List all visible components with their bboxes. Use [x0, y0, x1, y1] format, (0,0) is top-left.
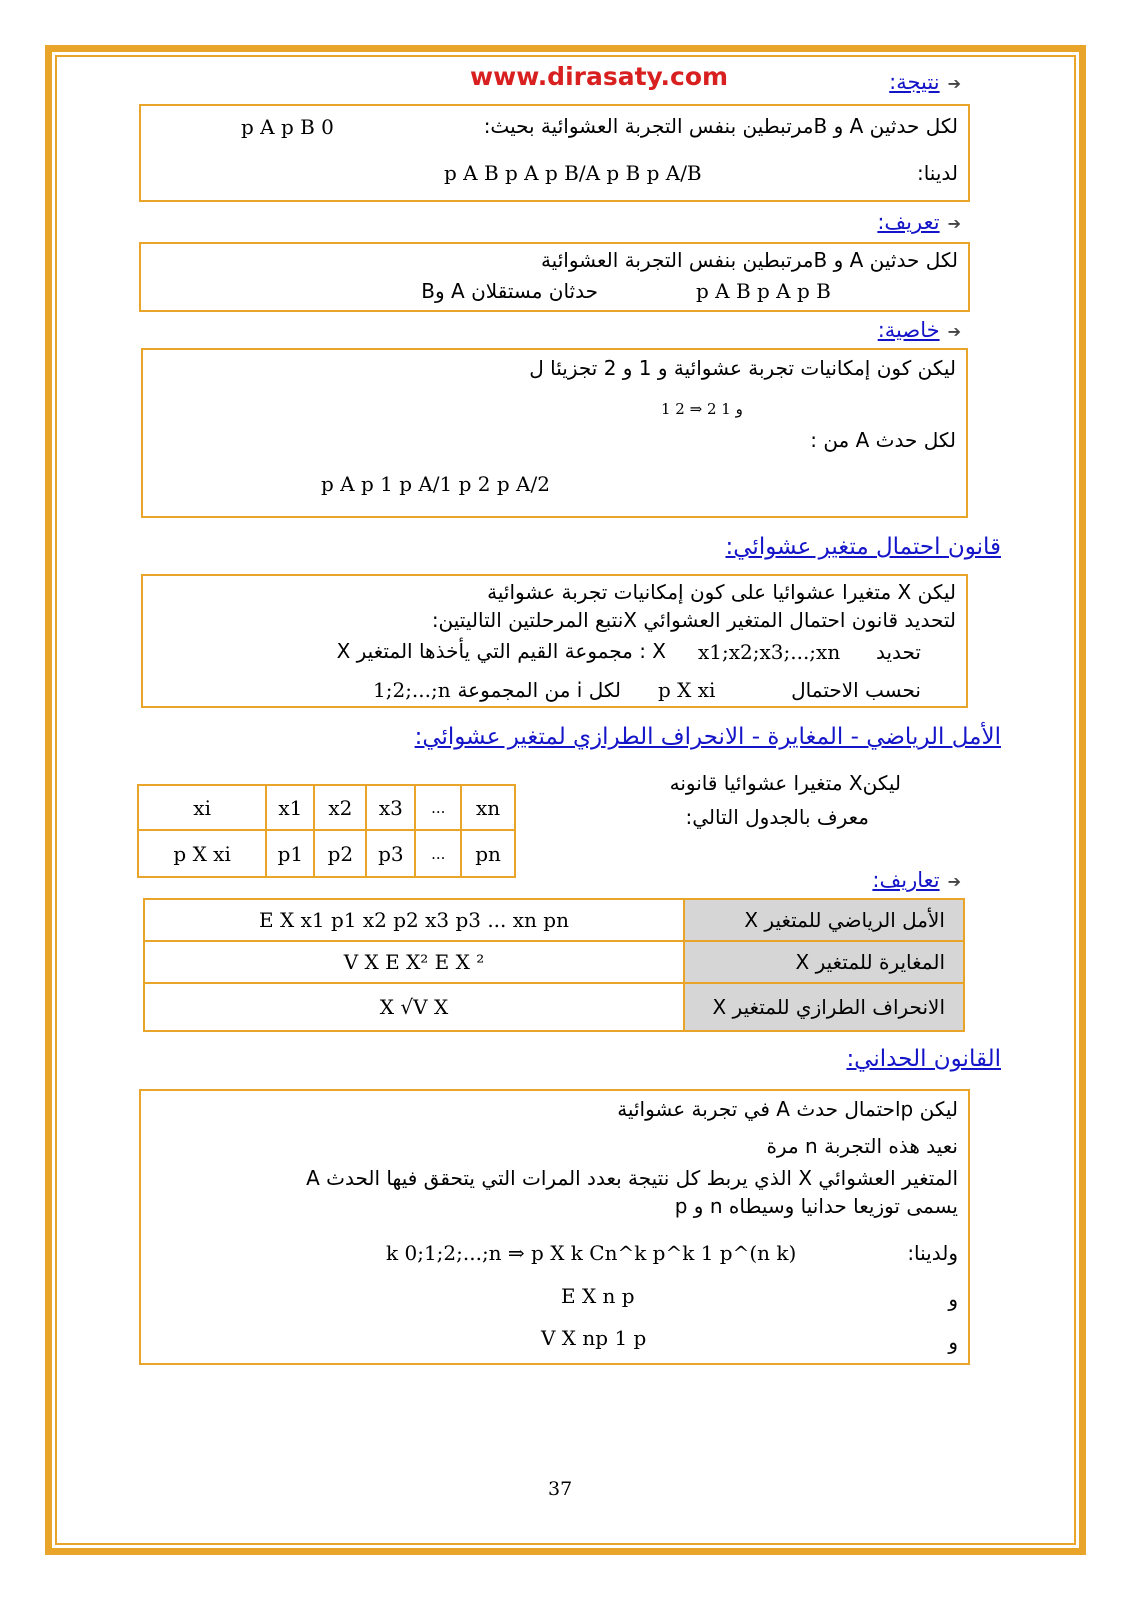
heading-definition: ➔تعريف:: [877, 210, 961, 234]
table-cell: xi: [138, 785, 266, 830]
expectation-formula: E X x1 p1 x2 p2 x3 p3 ... xn pn: [144, 899, 684, 941]
result-line1-math: p A p B 0: [241, 115, 334, 139]
law-line3-math: x1;x2;x3;...;xn: [698, 640, 841, 664]
law-line4-label: نحسب الاحتمال: [791, 678, 921, 702]
binomial-line2: نعيد هذه التجربة n مرة: [766, 1134, 958, 1158]
heading-binomial: القانون الحداني:: [846, 1046, 1001, 1072]
definitions-table: [143, 898, 965, 1032]
heading-definitions: ➔تعاريف:: [872, 868, 961, 892]
table-cell: ...: [415, 830, 461, 877]
binomial-line1: ليكن pاحتمال حدث A في تجربة عشوائية: [617, 1097, 958, 1121]
table-cell: x1: [266, 785, 314, 830]
property-line2-math: 1 2 ⇒ و 1 2: [661, 400, 743, 418]
result-line2-label: لدينا:: [916, 161, 958, 185]
stddev-formula: X √V X: [144, 983, 684, 1031]
binomial-line6-math: E X n p: [561, 1284, 635, 1308]
law-line4-math: p X xi: [658, 678, 716, 702]
definition-line2-math: p A B p A p B: [696, 279, 831, 303]
heading-expectation: الأمل الرياضي - المغايرة - الانحراف الطرازي لمتغير عشوائي:: [414, 724, 1001, 750]
table-cell: p1: [266, 830, 314, 877]
table-cell: pn: [461, 830, 515, 877]
table-cell: xn: [461, 785, 515, 830]
arrow-bullet-icon: ➔: [947, 322, 961, 341]
box-result: [139, 104, 970, 202]
law-line4-set: 1;2;...;n: [373, 678, 451, 702]
variance-formula: V X E X² E X ²: [144, 941, 684, 983]
definition-line2-text: حدثان مستقلان A وB: [421, 279, 598, 303]
law-line1-text: ليكن X متغيرا عشوائيا على كون إمكانيات تجربة عشوائية: [487, 580, 956, 604]
binomial-line3: المتغير العشوائي X الذي يربط كل نتيجة بعدد المرات التي يتحقق فيها الحدث A: [306, 1166, 958, 1190]
binomial-line6-label: و: [948, 1287, 958, 1311]
result-line2-math: p A B p A p B/A p B p A/B: [444, 161, 702, 185]
expectation-label: الأمل الرياضي للمتغير X: [684, 899, 964, 941]
box-probability-law: [141, 574, 968, 708]
site-url[interactable]: www.dirasaty.com: [470, 62, 729, 91]
distribution-table: [137, 784, 516, 878]
law-line4-text: لكل i من المجموعة: [457, 678, 621, 702]
table-cell: p X xi: [138, 830, 266, 877]
box-definition: [139, 242, 970, 312]
table-cell: p3: [366, 830, 415, 877]
variance-label: المغايرة للمتغير X: [684, 941, 964, 983]
box-property: [141, 348, 968, 518]
heading-probability-law: قانون احتمال متغير عشوائي:: [725, 534, 1001, 560]
box-binomial: [139, 1089, 970, 1365]
table-cell: x2: [314, 785, 366, 830]
binomial-line7-math: V X np 1 p: [541, 1326, 647, 1350]
intro-line2: معرف بالجدول التالي:: [685, 805, 869, 829]
binomial-line7-label: و: [948, 1330, 958, 1354]
property-line4-math: p A p 1 p A/1 p 2 p A/2: [321, 472, 550, 496]
table-cell: p2: [314, 830, 366, 877]
law-line3-label: تحديد: [875, 640, 921, 664]
arrow-bullet-icon: ➔: [947, 74, 961, 93]
binomial-line5-label: ولدينا:: [907, 1241, 958, 1265]
arrow-bullet-icon: ➔: [947, 214, 961, 233]
heading-property: ➔خاصية:: [877, 318, 961, 342]
law-line2-text: لتحديد قانون احتمال المتغير العشوائي Xنتبع المرحلتين التاليتين:: [431, 608, 956, 632]
definition-line1-text: لكل حدثين A و Bمرتبطين بنفس التجربة العشوائية: [540, 248, 958, 272]
law-line3-text: X : مجموعة القيم التي يأخذها المتغير X: [336, 639, 666, 663]
result-line1-text: لكل حدثين A و Bمرتبطين بنفس التجربة العشوائية بحيث:: [483, 114, 958, 138]
heading-result: ➔نتيجة:: [889, 70, 961, 94]
binomial-line4: يسمى توزيعا حدانيا وسيطاه n و p: [674, 1194, 958, 1218]
page-number: 37: [548, 1478, 573, 1500]
property-line1-text: ليكن كون إمكانيات تجربة عشوائية و 1 و 2 تجزيئا ل: [529, 356, 956, 380]
arrow-bullet-icon: ➔: [947, 872, 961, 891]
binomial-line5-math: k 0;1;2;...;n ⇒ p X k Cn^k p^k 1 p^(n k): [386, 1241, 797, 1265]
table-cell: x3: [366, 785, 415, 830]
intro-line1: ليكنX متغيرا عشوائيا قانونه: [669, 771, 901, 795]
stddev-label: الانحراف الطرازي للمتغير X: [684, 983, 964, 1031]
property-line3-text: لكل حدث A من :: [810, 428, 956, 452]
table-cell: ...: [415, 785, 461, 830]
